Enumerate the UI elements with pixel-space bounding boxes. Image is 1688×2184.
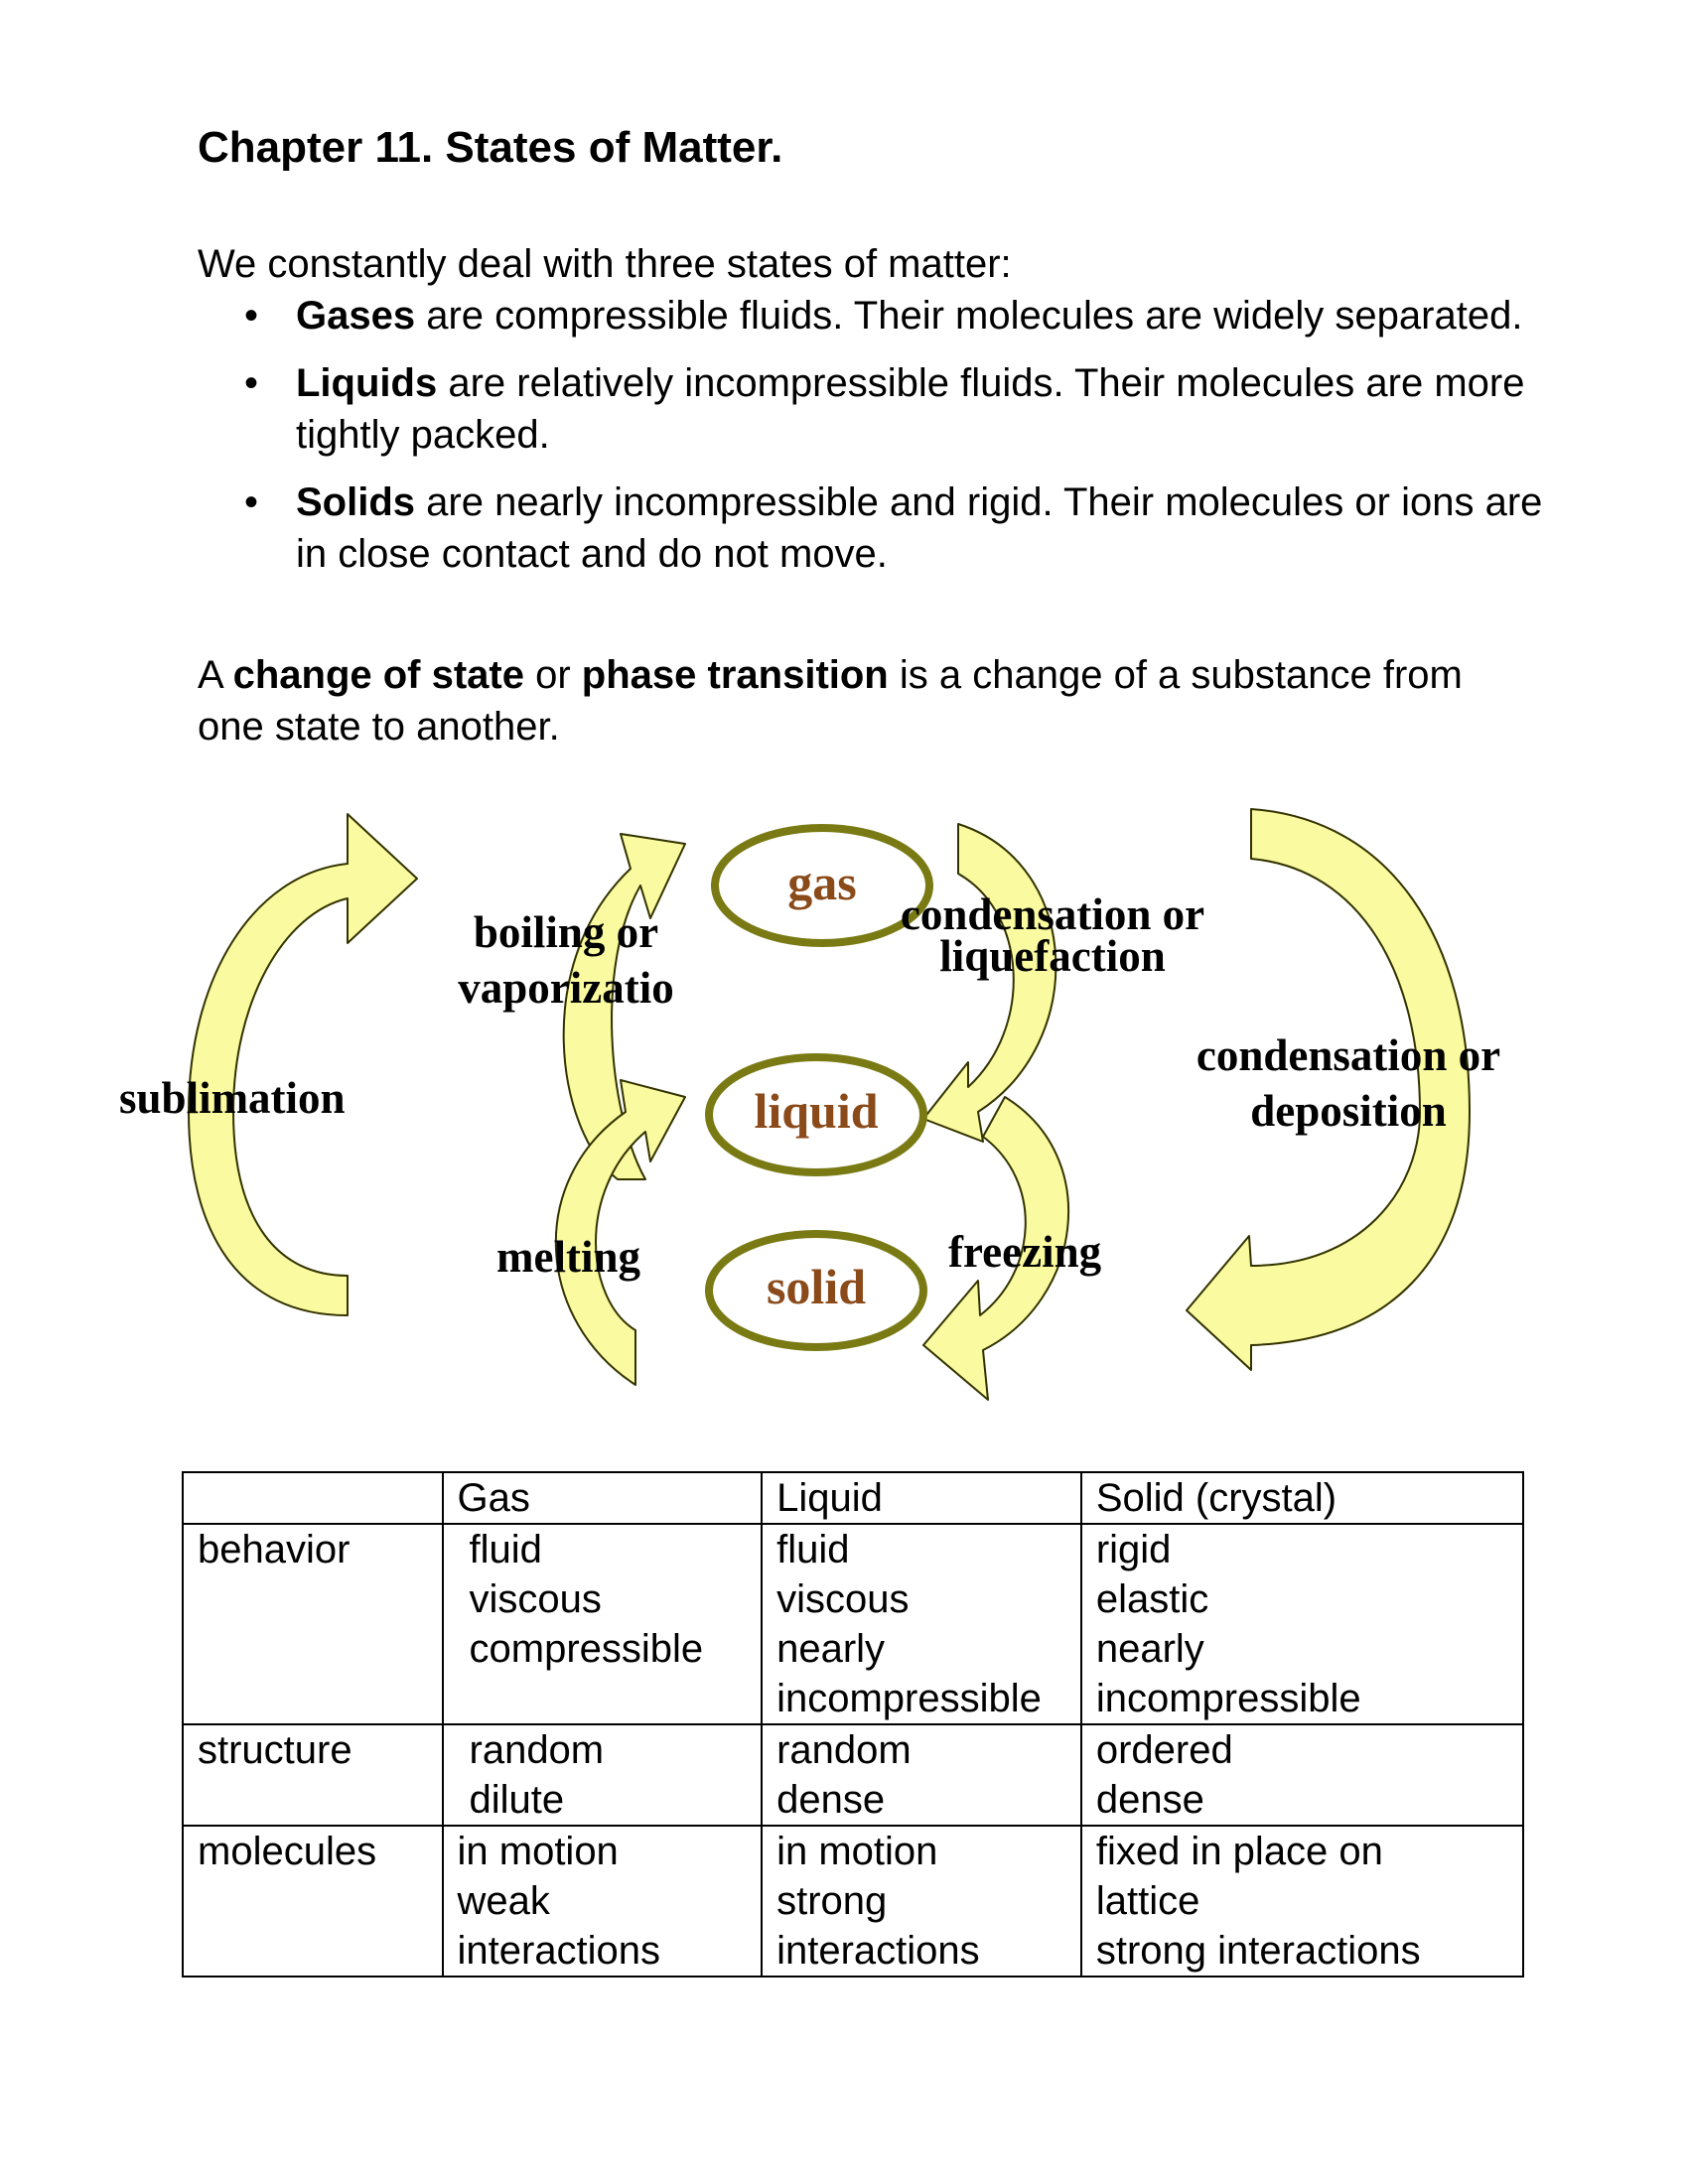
cell-line: strong interactions xyxy=(1095,1929,1421,1973)
cell-line: dense xyxy=(776,1778,886,1822)
state-gas: gas xyxy=(787,855,857,910)
cell-line: nearly xyxy=(1095,1627,1204,1671)
def-text-1: A xyxy=(198,653,233,697)
table-header-cell: Solid (crystal) xyxy=(1081,1472,1523,1524)
cell-line: elastic xyxy=(1095,1577,1209,1621)
label-liquefaction xyxy=(874,889,1231,981)
def-text-2: or xyxy=(524,653,582,697)
label-liquefaction-line-1: condensation or xyxy=(900,889,1205,939)
term-gases: Gases xyxy=(296,294,416,338)
cell-line: rigid xyxy=(1095,1528,1172,1571)
label-boiling-line-2: vaporizatio xyxy=(458,963,674,1013)
table-row xyxy=(183,1524,1523,1724)
cell-line: dense xyxy=(1095,1778,1204,1822)
bullet-icon: • xyxy=(244,361,259,405)
cell-line: interactions xyxy=(457,1929,661,1973)
table-cell xyxy=(1081,1524,1523,1724)
phase-transition-definition xyxy=(198,649,1538,752)
table-cell xyxy=(443,1826,763,1977)
list-item-solids xyxy=(244,477,1565,580)
cell-line: weak xyxy=(457,1879,550,1923)
list-item-gases xyxy=(244,290,1565,341)
bullet-icon: • xyxy=(244,480,259,524)
cell-line: compressible xyxy=(469,1627,704,1671)
states-comparison-table xyxy=(182,1471,1524,1978)
cell-line: incompressible xyxy=(1095,1677,1361,1720)
table-cell xyxy=(762,1724,1081,1826)
cell-line: viscous xyxy=(469,1577,602,1621)
row-label: behavior xyxy=(183,1524,443,1724)
table-cell xyxy=(1081,1826,1523,1977)
term-liquids: Liquids xyxy=(296,361,438,405)
cell-line: random xyxy=(469,1728,605,1772)
label-boiling-line-1: boiling or xyxy=(473,907,659,957)
term-solids: Solids xyxy=(296,480,416,524)
table-cell xyxy=(1081,1724,1523,1826)
row-label: structure xyxy=(183,1724,443,1826)
cell-line: dilute xyxy=(469,1778,565,1822)
label-deposition-line-2: deposition xyxy=(1250,1086,1447,1136)
gases-description: are compressible fluids. Their molecules are widely separated. xyxy=(415,294,1523,338)
cell-line: strong xyxy=(776,1879,888,1923)
table-cell xyxy=(762,1826,1081,1977)
phase-transition-diagram xyxy=(0,764,1688,1439)
table-header-row xyxy=(183,1472,1523,1524)
cell-line: incompressible xyxy=(776,1677,1042,1720)
cell-line: fixed in place on xyxy=(1095,1830,1383,1873)
page-title: Chapter 11. States of Matter. xyxy=(198,123,783,172)
label-boiling xyxy=(447,907,685,1013)
cell-line: interactions xyxy=(776,1929,980,1973)
intro-text: We constantly deal with three states of matter: xyxy=(198,242,1012,286)
cell-line: fluid xyxy=(469,1528,542,1571)
table-cell xyxy=(762,1524,1081,1724)
table-cell xyxy=(443,1724,763,1826)
solids-description: are nearly incompressible and rigid. Their molecules or ions are in close contact and do not move. xyxy=(296,480,1543,576)
state-liquid: liquid xyxy=(754,1083,879,1139)
def-text-3: is a change of a substance from one state to another. xyxy=(198,653,1463,749)
label-deposition-line-1: condensation or xyxy=(1196,1030,1501,1080)
cell-line: viscous xyxy=(776,1577,910,1621)
states-list xyxy=(244,290,1565,596)
table-header-cell xyxy=(183,1472,443,1524)
cell-line: fluid xyxy=(776,1528,850,1571)
cell-line: ordered xyxy=(1095,1728,1233,1772)
liquids-description: are relatively incompressible fluids. Their molecules are more tightly packed. xyxy=(296,361,1525,457)
label-deposition xyxy=(1180,1030,1517,1136)
cell-line: in motion xyxy=(776,1830,938,1873)
sublimation-arrow-icon xyxy=(189,814,417,1315)
cell-line: nearly xyxy=(776,1627,886,1671)
table-header-cell: Liquid xyxy=(762,1472,1081,1524)
label-melting: melting xyxy=(496,1232,640,1282)
label-sublimation: sublimation xyxy=(119,1073,346,1123)
row-label: molecules xyxy=(183,1826,443,1977)
term-change-of-state: change of state xyxy=(232,653,524,697)
liquefaction-arrow-icon xyxy=(923,824,1055,1142)
list-item-liquids xyxy=(244,357,1565,461)
state-solid: solid xyxy=(766,1259,867,1314)
term-phase-transition: phase transition xyxy=(581,653,889,697)
table-row xyxy=(183,1826,1523,1977)
table-header-cell: Gas xyxy=(443,1472,763,1524)
bullet-icon: • xyxy=(244,294,259,338)
cell-line: in motion xyxy=(457,1830,619,1873)
label-freezing: freezing xyxy=(948,1227,1102,1277)
cell-line: random xyxy=(776,1728,912,1772)
table-cell xyxy=(443,1524,763,1724)
table-row xyxy=(183,1724,1523,1826)
cell-line: lattice xyxy=(1095,1879,1200,1923)
label-liquefaction-line-2: liquefaction xyxy=(939,931,1166,981)
